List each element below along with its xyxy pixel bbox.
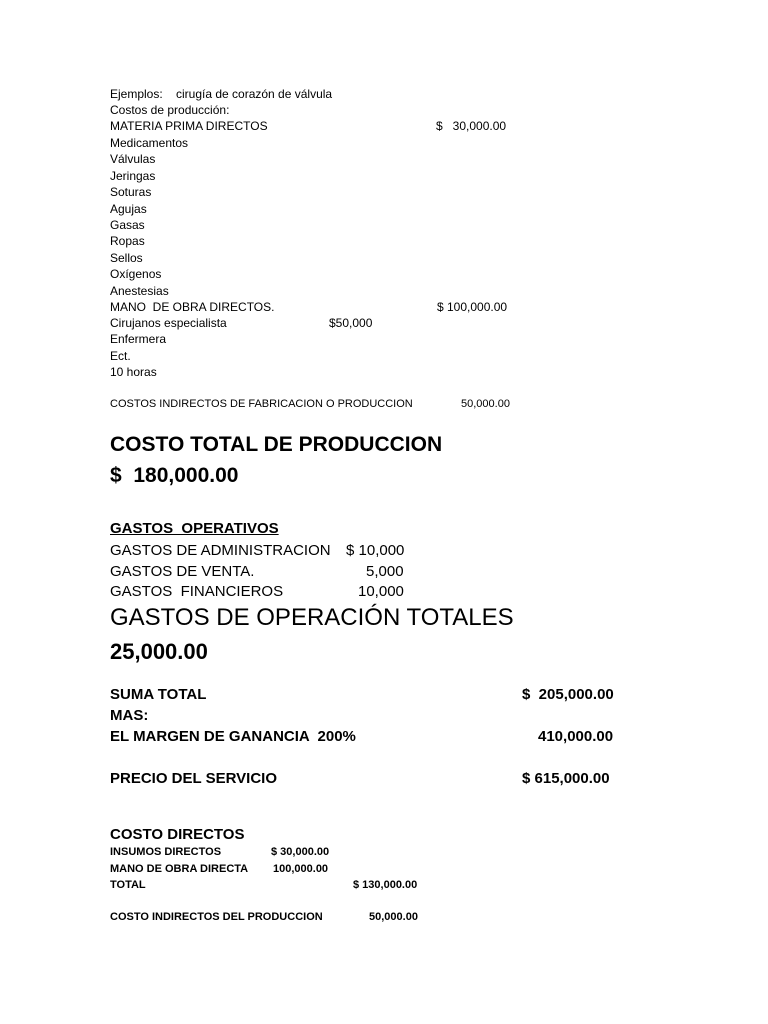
mano-obra-amount: $ 100,000.00: [437, 300, 508, 314]
mas-label: MAS:: [110, 707, 149, 724]
mano-obra-item: 10 horas: [110, 365, 157, 379]
materia-prima-amount: $ 30,000.00: [436, 119, 507, 133]
materia-item: Jeringas: [110, 169, 156, 183]
materia-item: Sellos: [110, 251, 143, 265]
gasto-amount: 5,000: [366, 563, 404, 580]
materia-item: Gasas: [110, 218, 145, 232]
total-amount: $ 130,000.00: [353, 879, 418, 891]
cirujanos-amount: $50,000: [329, 316, 373, 330]
indirectos-amount: 50,000.00: [461, 398, 510, 410]
costo-directos-heading: COSTO DIRECTOS: [110, 826, 245, 843]
precio-servicio-label: PRECIO DEL SERVICIO: [110, 770, 277, 787]
materia-item: Soturas: [110, 185, 152, 199]
mano-obra-item: Enfermera: [110, 332, 167, 346]
materia-item: Agujas: [110, 202, 147, 216]
gastos-heading: GASTOS OPERATIVOS: [110, 520, 279, 537]
materia-prima-label: MATERIA PRIMA DIRECTOS: [110, 119, 268, 133]
mano-obra-item: Ect.: [110, 349, 131, 363]
indirectos-produccion-amount: 50,000.00: [369, 911, 418, 923]
mano-directa-amount: 100,000.00: [273, 863, 329, 875]
gasto-label: GASTOS DE ADMINISTRACION: [110, 542, 331, 559]
mano-obra-label: MANO DE OBRA DIRECTOS.: [110, 300, 275, 314]
ejemplos-text: cirugía de corazón de válvula: [176, 87, 333, 101]
costo-total-amount: $ 180,000.00: [110, 464, 239, 487]
precio-servicio-amount: $ 615,000.00: [522, 770, 610, 787]
costos-produccion-label: Costos de producción:: [110, 103, 230, 117]
suma-total-label: SUMA TOTAL: [110, 686, 207, 703]
insumos-amount: $ 30,000.00: [271, 846, 330, 858]
gasto-label: GASTOS FINANCIEROS: [110, 583, 284, 600]
insumos-label: INSUMOS DIRECTOS: [110, 846, 222, 858]
materia-item: Ropas: [110, 234, 145, 248]
materia-item: Medicamentos: [110, 136, 189, 150]
materia-item: Anestesias: [110, 284, 169, 298]
ejemplos-label: Ejemplos:: [110, 87, 163, 101]
gasto-amount: $ 10,000: [346, 542, 405, 559]
gasto-label: GASTOS DE VENTA.: [110, 563, 255, 580]
indirectos-label: COSTOS INDIRECTOS DE FABRICACION O PRODUCCION: [110, 398, 413, 410]
suma-total-amount: $ 205,000.00: [522, 686, 614, 703]
margen-label: EL MARGEN DE GANANCIA 200%: [110, 728, 356, 745]
materia-item: Oxígenos: [110, 267, 162, 281]
materia-item: Válvulas: [110, 152, 156, 166]
margen-amount: 410,000.00: [538, 728, 614, 745]
costo-total-title: COSTO TOTAL DE PRODUCCION: [110, 433, 443, 456]
gasto-amount: 10,000: [358, 583, 404, 600]
mano-directa-label: MANO DE OBRA DIRECTA: [110, 863, 249, 875]
total-label: TOTAL: [110, 879, 146, 891]
indirectos-produccion-label: COSTO INDIRECTOS DEL PRODUCCION: [110, 911, 323, 923]
gastos-total-amount: 25,000.00: [110, 639, 208, 664]
gastos-total-title: GASTOS DE OPERACIÓN TOTALES: [110, 604, 514, 631]
cirujanos-label: Cirujanos especialista: [110, 316, 227, 330]
